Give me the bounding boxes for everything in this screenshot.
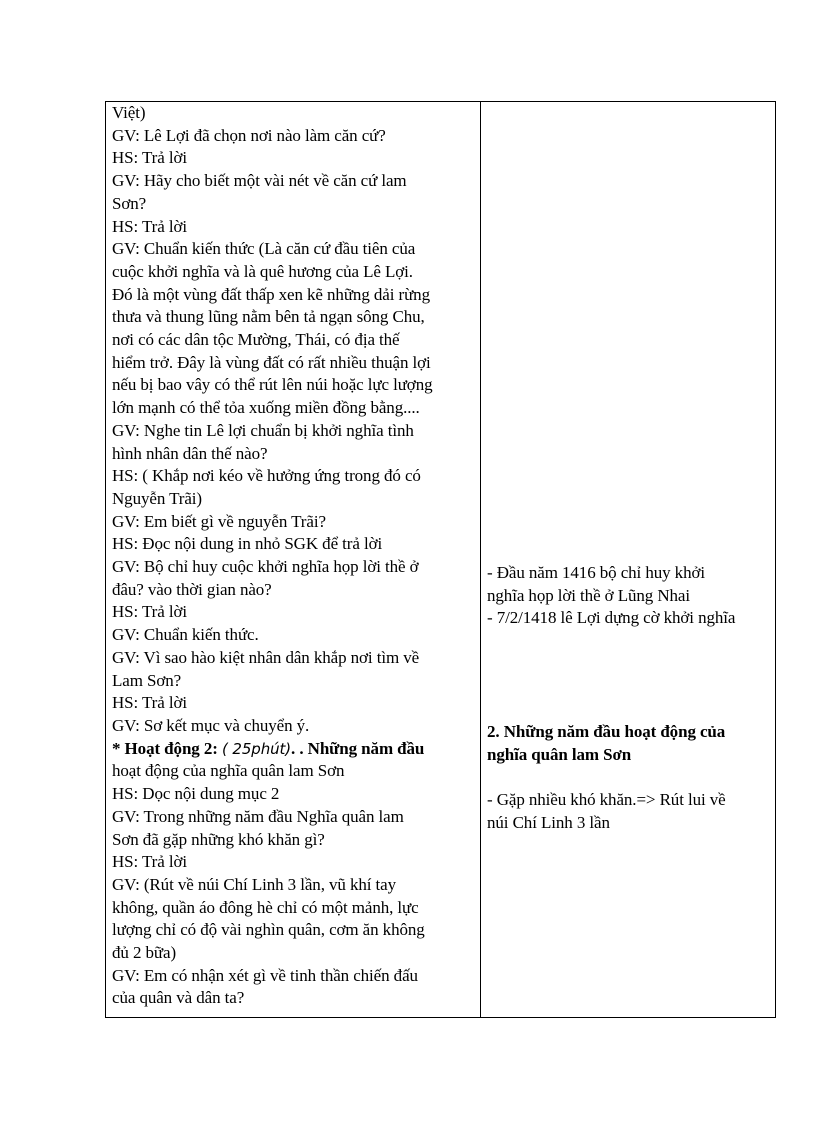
section-heading (487, 721, 725, 766)
knowledge-content-column (481, 102, 775, 1017)
text-line: HS: Trả lời (112, 148, 187, 168)
activity-time: ( 25phút) (221, 739, 292, 758)
text-line: GV: Nghe tin Lê lợi chuẩn bị khởi nghĩa tình (112, 420, 414, 440)
text-line: GV: (Rút về núi Chí Linh 3 lần, vũ khí tay (112, 874, 396, 894)
text-line: HS: ( Khắp nơi kéo về hưởng ứng trong đó có (112, 466, 421, 486)
activity-colon: : (212, 738, 222, 758)
lesson-table (105, 101, 776, 1018)
text-line: GV: Bộ chỉ huy cuộc khởi nghĩa họp lời thề ở (112, 557, 419, 577)
teacher-student-activity-column (106, 102, 481, 1017)
heading-line: 2. Những năm đầu hoạt động của (487, 722, 726, 741)
text-line: HS: Dọc nội dung mục 2 (112, 784, 280, 804)
text-line: GV: Chuẩn kiến thức. (112, 625, 259, 645)
activity-label: * Hoạt động 2 (112, 738, 213, 758)
activity-heading-line (112, 738, 474, 761)
text-line: GV: Lê Lợi đã chọn nơi nào làm căn cứ? (112, 125, 386, 145)
text-line: núi Chí Linh 3 lần (487, 812, 610, 832)
text-line: nếu bị bao vây có thể rút lên núi hoặc lực lượng (112, 375, 433, 395)
text-line: - 7/2/1418 lê Lợi dựng cờ khởi nghĩa (487, 608, 736, 628)
text-line: HS: Trả lời (112, 693, 187, 713)
text-line: của quân và dân ta? (112, 988, 245, 1008)
text-line: Lam Sơn? (112, 670, 182, 690)
difficulties-block (487, 789, 726, 834)
heading-line: nghĩa quân lam Sơn (487, 744, 632, 764)
text-line: hiểm trở. Đây là vùng đất có rất nhiều thuận lợi (112, 352, 431, 372)
text-line: - Gặp nhiều khó khăn.=> Rút lui về (487, 790, 726, 809)
text-line: Sơn đã gặp những khó khăn gì? (112, 829, 325, 849)
text-line: HS: Trả lời (112, 852, 187, 872)
text-line: HS: Trả lời (112, 216, 187, 236)
uprising-dates-block (487, 562, 735, 630)
text-line: GV: Em có nhận xét gì về tinh thần chiến đấu (112, 965, 418, 985)
text-line: nơi có các dân tộc Mường, Thái, có địa thế (112, 330, 400, 350)
text-line: lượng chỉ có độ vài nghìn quân, cơm ăn không (112, 920, 425, 940)
text-line: HS: Đọc nội dung in nhỏ SGK để trả lời (112, 534, 383, 554)
text-line: GV: Trong những năm đầu Nghĩa quân lam (112, 806, 404, 826)
text-line: hình nhân dân thế nào? (112, 443, 268, 463)
text-line: thưa và thung lũng nằm bên tả ngạn sông Chu, (112, 307, 425, 327)
text-line: không, quần áo đông hè chỉ có một mảnh, lực (112, 897, 419, 917)
text-line: GV: Chuẩn kiến thức (Là căn cứ đầu tiên của (112, 239, 416, 259)
text-line: GV: Em biết gì về nguyễn Trãi? (112, 511, 326, 531)
text-line: Sơn? (112, 193, 147, 213)
text-line: Đó là một vùng đất thấp xen kẽ những dải rừng (112, 284, 430, 304)
text-line: HS: Trả lời (112, 602, 187, 622)
text-line: - Đầu năm 1416 bộ chỉ huy khởi (487, 563, 705, 582)
text-line: đủ 2 bữa) (112, 943, 177, 963)
text-line: đâu? vào thời gian nào? (112, 579, 272, 599)
text-line: lớn mạnh có thể tỏa xuống miền đồng bằng.... (112, 398, 420, 418)
text-line: GV: Hãy cho biết một vài nét về căn cứ lam (112, 171, 407, 191)
activity-title: . . Những năm đầu (291, 738, 425, 758)
text-line: nghĩa họp lời thề ở Lũng Nhai (487, 585, 690, 605)
text-line: hoạt động của nghĩa quân lam Sơn (112, 761, 345, 781)
text-line: GV: Sơ kết mục và chuyển ý. (112, 715, 310, 735)
text-line: cuộc khởi nghĩa và là quê hương của Lê Lợi. (112, 261, 413, 281)
text-line: GV: Vì sao hào kiệt nhân dân khắp nơi tìm về (112, 647, 420, 667)
text-line: Việt) (112, 103, 146, 122)
text-line: Nguyễn Trãi) (112, 488, 202, 508)
